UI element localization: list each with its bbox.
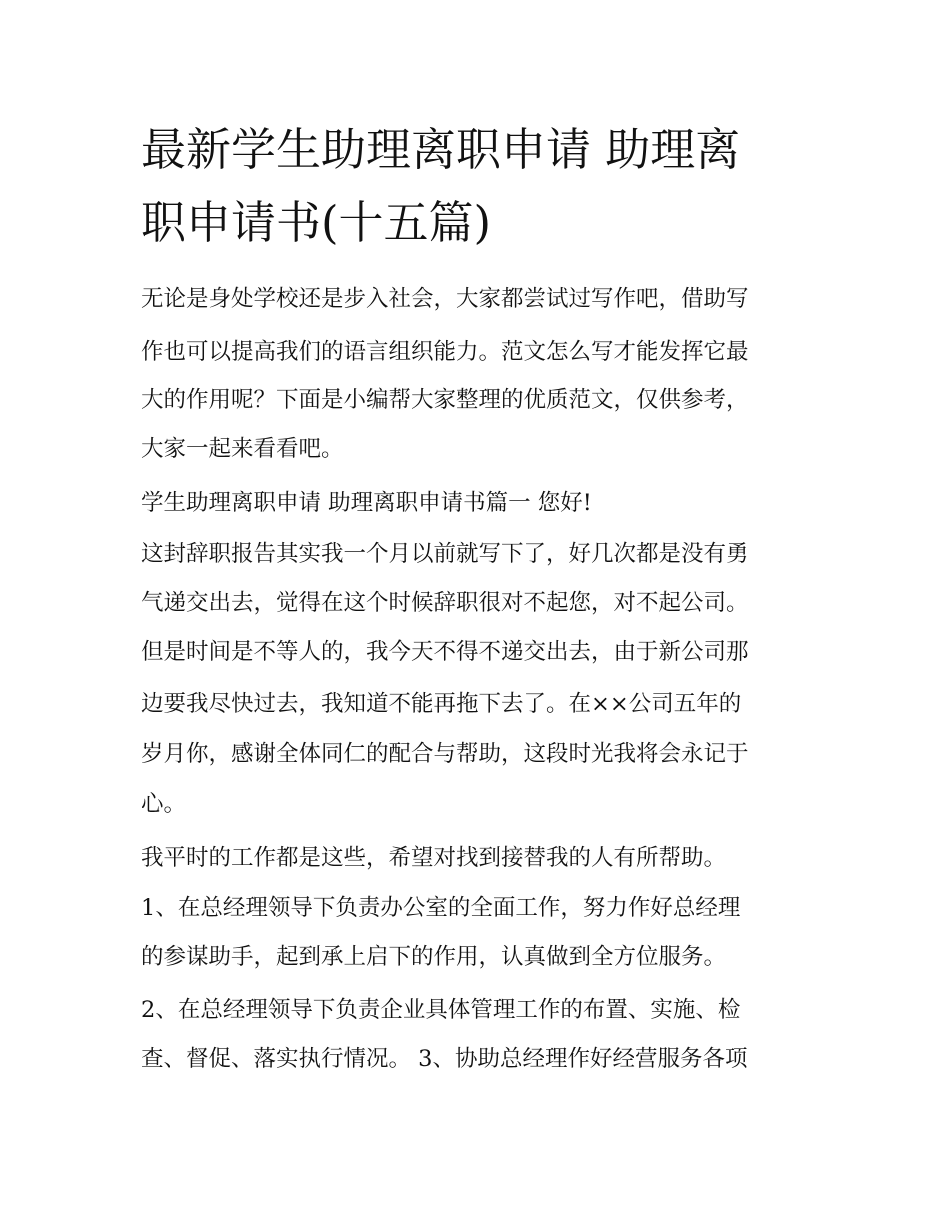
body-line-12: 我平时的工作都是这些，希望对找到接替我的人有所帮助。 (141, 845, 727, 871)
body-line-7: 气递交出去，觉得在这个时候辞职很对不起您，对不起公司。 (141, 590, 749, 616)
list-item-2-line-1: 2、在总经理领导下负责企业具体管理工作的布置、实施、检 (141, 997, 741, 1023)
body-line-6: 这封辞职报告其实我一个月以前就写下了，好几次都是没有勇 (141, 541, 749, 567)
body-line-11: 心。 (141, 791, 187, 817)
body-line-10: 岁月你，感谢全体同仁的配合与帮助，这段时光我将会永记于 (141, 741, 749, 767)
body-line-9: 边要我尽快过去，我知道不能再拖下去了。在××公司五年的 (141, 691, 742, 717)
body-line-4: 大家一起来看看吧。 (141, 436, 344, 462)
title-line-1: 最新学生助理离职申请 助理离 (141, 123, 741, 176)
section-heading-line: 学生助理离职申请 助理离职申请书篇一 您好! (141, 490, 592, 516)
body-line-8: 但是时间是不等人的，我今天不得不递交出去，由于新公司那 (141, 639, 749, 665)
document-title (141, 113, 821, 259)
list-item-1-line-1: 1、在总经理领导下负责办公室的全面工作，努力作好总经理 (141, 895, 741, 921)
body-line-3: 大的作用呢？下面是小编帮大家整理的优质范文，仅供参考， (141, 387, 749, 413)
list-item-2-line-2: 查、督促、落实执行情况。 3、协助总经理作好经营服务各项 (141, 1046, 748, 1072)
body-line-1: 无论是身处学校还是步入社会，大家都尝试过写作吧，借助写 (141, 286, 749, 312)
body-line-2: 作也可以提高我们的语言组织能力。范文怎么写才能发挥它最 (141, 339, 749, 365)
list-item-1-line-2: 的参谋助手，起到承上启下的作用，认真做到全方位服务。 (141, 944, 727, 970)
title-line-2: 职申请书(十五篇) (141, 196, 492, 249)
